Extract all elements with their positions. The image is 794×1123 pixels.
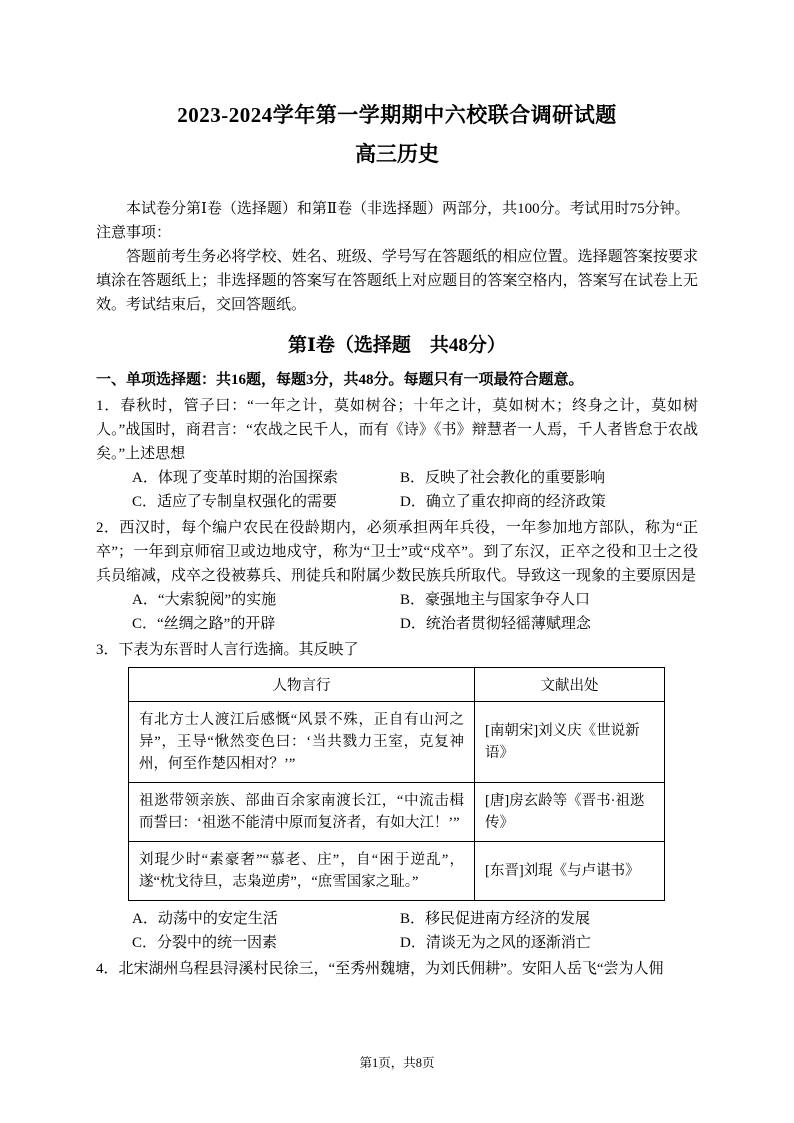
- question-1-options: [96, 466, 698, 514]
- notes-body: 答题前考生务必将学校、姓名、班级、学号写在答题纸的相应位置。选择题答案按要求填涂在答题纸上；非选择题的答案写在答题纸上对应题目的答案空格内，答案写在试卷上无效。考试结束后，交回答题纸。: [96, 248, 698, 313]
- question-3-option-d: D．清谈无为之风的逐渐消亡: [400, 935, 591, 952]
- question-2-stem: 2．西汉时，每个编户农民在役龄期内，必须承担两年兵役，一年参加地方部队，称为“正卒”；一年到京师宿卫或边地戍守，称为“卫士”或“戍卒”。到了东汉，正卒之役和卫士之役兵员缩减，戍卒之役被募兵、刑徒兵和附属少数民族兵所取代。导致这一现象的主要原因是: [96, 520, 698, 585]
- exam-subject: 高三历史: [355, 142, 439, 167]
- question-2-option-b: B．豪强地主与国家争夺人口: [400, 592, 591, 609]
- table-row: [129, 702, 665, 783]
- question-1-option-b: B．反映了社会教化的重要影响: [400, 470, 606, 487]
- question-3-option-b: B．移民促进南方经济的发展: [400, 911, 591, 928]
- question-1-option-c: C．适应了专制皇权强化的需要: [132, 494, 338, 511]
- table-row-1-speech: 有北方士人渡江后感慨“风景不殊，正自有山河之异”，王导“愀然变色曰：‘当共戮力王室，克复神州，何至作楚囚相对？’”: [129, 702, 475, 783]
- question-2-option-d: D．统治者贯彻轻徭薄赋理念: [400, 616, 591, 633]
- question-2-options-row-cd: [96, 612, 698, 636]
- section-1-heading: 第Ⅰ卷（选择题 共48分）: [288, 334, 506, 356]
- question-2: [96, 516, 698, 636]
- question-1-option-d: D．确立了重农抑商的经济政策: [400, 494, 606, 511]
- question-1-option-a: A．体现了变革时期的治国探索: [132, 470, 338, 487]
- question-3-stem: 3．下表为东晋时人言行选摘。其反映了: [96, 642, 359, 659]
- question-2-options: [96, 588, 698, 636]
- question-3-option-a: A．动荡中的安定生活: [132, 911, 278, 928]
- exam-overview: 本试卷分第Ⅰ卷（选择题）和第Ⅱ卷（非选择题）两部分，共100分。考试用时75分钟。: [126, 200, 690, 217]
- table-row-3-source: [东晋]刘琨《与卢谌书》: [475, 842, 665, 901]
- question-1: [96, 394, 698, 514]
- table-row-3-speech: 刘琨少时“素豪奢”“慕老、庄”，自“困于逆乱”，遂“枕戈待旦，志枭逆虏”，“庶雪国家之耻。”: [129, 842, 475, 901]
- question-1-stem: 1．春秋时，管子曰：“一年之计，莫如树谷；十年之计，莫如树木；终身之计，莫如树人。”战国时，商君言：“农战之民千人，而有《诗》《书》辩慧者一人焉，千人者皆怠于农战矣。”上述思想: [96, 398, 698, 463]
- question-1-options-row-cd: [96, 490, 698, 514]
- question-2-option-c: C．“丝绸之路”的开辟: [132, 616, 276, 633]
- page-footer: 第1页，共8页: [359, 1056, 435, 1070]
- table-row: [129, 842, 665, 901]
- question-3-options: [96, 907, 698, 955]
- question-1-options-row-ab: [96, 466, 698, 490]
- question-3-options-row-ab: [96, 907, 698, 931]
- table-row-1-source: [南朝宋]刘义庆《世说新语》: [475, 702, 665, 783]
- table-row-2-source: [唐]房玄龄等《晋书·祖逖传》: [475, 783, 665, 842]
- table-header-source: 文献出处: [475, 668, 665, 702]
- exam-title: 2023-2024学年第一学期期中六校联合调研试题: [177, 103, 617, 127]
- question-3: [96, 638, 698, 955]
- question-3-options-row-cd: [96, 931, 698, 955]
- question-2-options-row-ab: [96, 588, 698, 612]
- question-3-option-c: C．分裂中的统一因素: [132, 935, 278, 952]
- table-row: [129, 783, 665, 842]
- question-4: [96, 957, 698, 981]
- question-4-stem: 4．北宋湖州乌程县浔溪村民徐三，“至秀州魏塘，为刘氏佣耕”。安阳人岳飞“尝为人佣: [96, 961, 664, 978]
- table-header-row: [129, 668, 665, 702]
- table-row-2-speech: 祖逖带领亲族、部曲百余家南渡长江，“中流击楫而誓曰：‘祖逖不能清中原而复济者，有如大江！’”: [129, 783, 475, 842]
- question-2-option-a: A．“大索貌阅”的实施: [132, 592, 277, 609]
- table-header-speech: 人物言行: [129, 668, 475, 702]
- notes-label: 注意事项：: [96, 224, 172, 241]
- section-1-instruction: 一、单项选择题：共16题，每题3分，共48分。每题只有一项最符合题意。: [96, 372, 584, 389]
- question-3-table: [128, 667, 665, 901]
